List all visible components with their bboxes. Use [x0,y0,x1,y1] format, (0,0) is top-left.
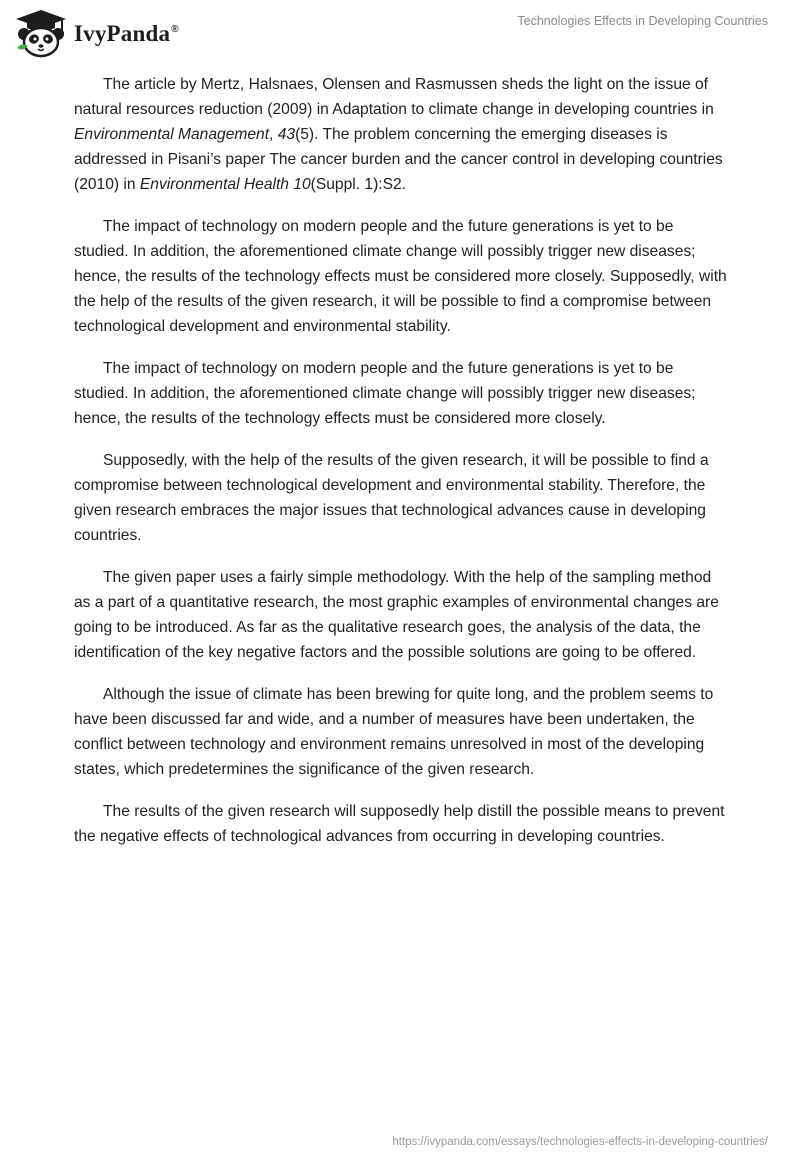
journal-volume-1: 43 [277,126,296,143]
journal-title-2: Environmental Health 10 [139,176,311,193]
page-header [0,0,800,60]
paragraph-5: The given paper uses a fairly simple methodology. With the help of the sampling method as a part of a quantitative research, the most graphic examples of environmental changes are going to be introduced. As far as the qualitative research goes, the analysis of the data, the identification of the key negative factors and the possible solutions are going to be offered. [74,569,719,661]
paragraph-7: The results of the given research will supposedly help distill the possible means to prevent the negative effects of technological advances from occurring in developing countries. [74,803,725,845]
source-url[interactable]: https://ivypanda.com/essays/technologies-effects-in-developing-countries/ [392,1136,768,1148]
paragraph-1-text-c: (5). The problem concerning the emerging diseases is addressed in Pisani’s paper The cancer burden and the cancer control in developing countries (2010) in [74,126,723,193]
registered-mark: ® [171,24,179,36]
paragraph-2: The impact of technology on modern people and the future generations is yet to be studied. In addition, the aforementioned climate change will possibly trigger new diseases; hence, the results of the technology effects must be considered more closely. Supposedly, with the help of the results of the given research, it will be possible to find a compromise between technological development and environmental stability. [74,218,727,335]
paragraph-1-text-a: The article by Mertz, Halsnaes, Olensen and Rasmussen sheds the light on the issue of natural resources reduction (2009) in Adaptation to climate change in developing countries in [74,76,714,118]
paragraph-1-text-b: , [269,126,278,143]
journal-title-1: Environmental Management [74,126,270,143]
paragraph-1 [74,72,730,197]
brand-logo[interactable] [14,8,179,58]
paragraph-6: Although the issue of climate has been brewing for quite long, and the problem seems to have been discussed far and wide, and a number of measures have been undertaken, the conflict between technology and environment remains unresolved in most of the developing states, which predetermines the significance of the given research. [74,686,714,778]
paragraph-1-text-d: (Suppl. 1):S2. [310,176,407,193]
document-title: Technologies Effects in Developing Countries [517,14,768,28]
paragraph-3: The impact of technology on modern people and the future generations is yet to be studied. In addition, the aforementioned climate change will possibly trigger new diseases; hence, the results of the technology effects must be considered more closely. [74,360,696,427]
panda-graduation-cap-icon [14,8,68,58]
essay-body [74,72,730,866]
paragraph-4: Supposedly, with the help of the results of the given research, it will be possible to find a compromise between technological development and environmental stability. Therefore, the given research embraces the major issues that technological advances cause in developing countries. [74,452,709,544]
brand-name: IvyPanda® [74,21,179,46]
